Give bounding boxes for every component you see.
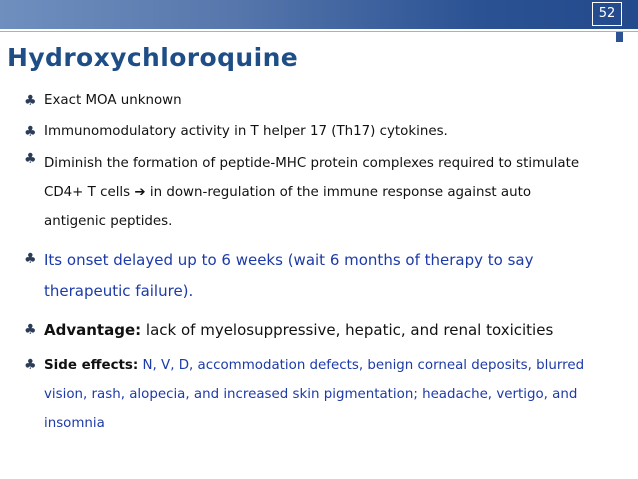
bullet-text <box>44 351 624 438</box>
bullet-line: in down-regulation of the immune response against auto <box>149 185 532 200</box>
slide-number: 52 <box>592 2 622 26</box>
side-effects-label: Side effects: <box>44 358 139 373</box>
advantage-text: lack of myelosuppressive, hepatic, and renal toxicities <box>145 321 554 339</box>
advantage-label: Advantage: <box>44 321 142 339</box>
bullet-immunomodulatory <box>24 122 624 142</box>
slide-title: Hydroxychloroquine <box>7 43 299 72</box>
club-bullet-icon: ♣ <box>24 124 37 140</box>
bullet-text: Immunomodulatory activity in T helper 17 (Th17) cytokines. <box>44 124 448 139</box>
bullet-side-effects <box>24 351 624 438</box>
bullet-moa <box>24 91 624 111</box>
bullet-text <box>44 149 624 236</box>
bullet-advantage <box>24 318 624 342</box>
cd4-text: CD4+ T cells <box>44 185 131 200</box>
bullet-text <box>44 318 624 342</box>
side-effects-text: N, V, D, accommodation defects, benign corneal deposits, blurred vision, rash, alopecia, and increased skin pigmentation; headache, vertigo, and insomnia <box>44 358 585 431</box>
bullet-text: Exact MOA unknown <box>44 93 182 108</box>
bullet-onset <box>24 245 624 307</box>
header-divider <box>0 31 638 32</box>
bullet-line: antigenic peptides. <box>44 214 173 229</box>
club-bullet-icon: ♣ <box>24 151 37 167</box>
bullet-text: Its onset delayed up to 6 weeks (wait 6 months of therapy to say therapeutic failure). <box>44 251 534 300</box>
club-bullet-icon: ♣ <box>24 93 37 109</box>
club-bullet-icon: ♣ <box>24 357 37 373</box>
bullet-list <box>24 91 624 449</box>
bullet-line: Diminish the formation of peptide-MHC protein complexes required to stimulate <box>44 156 580 171</box>
club-bullet-icon: ♣ <box>24 322 37 338</box>
header-bar <box>0 0 638 29</box>
bullet-mhc <box>24 149 624 236</box>
club-bullet-icon: ♣ <box>24 251 37 267</box>
header-tab-decoration <box>616 32 623 42</box>
right-arrow-icon: ➔ <box>134 185 146 200</box>
